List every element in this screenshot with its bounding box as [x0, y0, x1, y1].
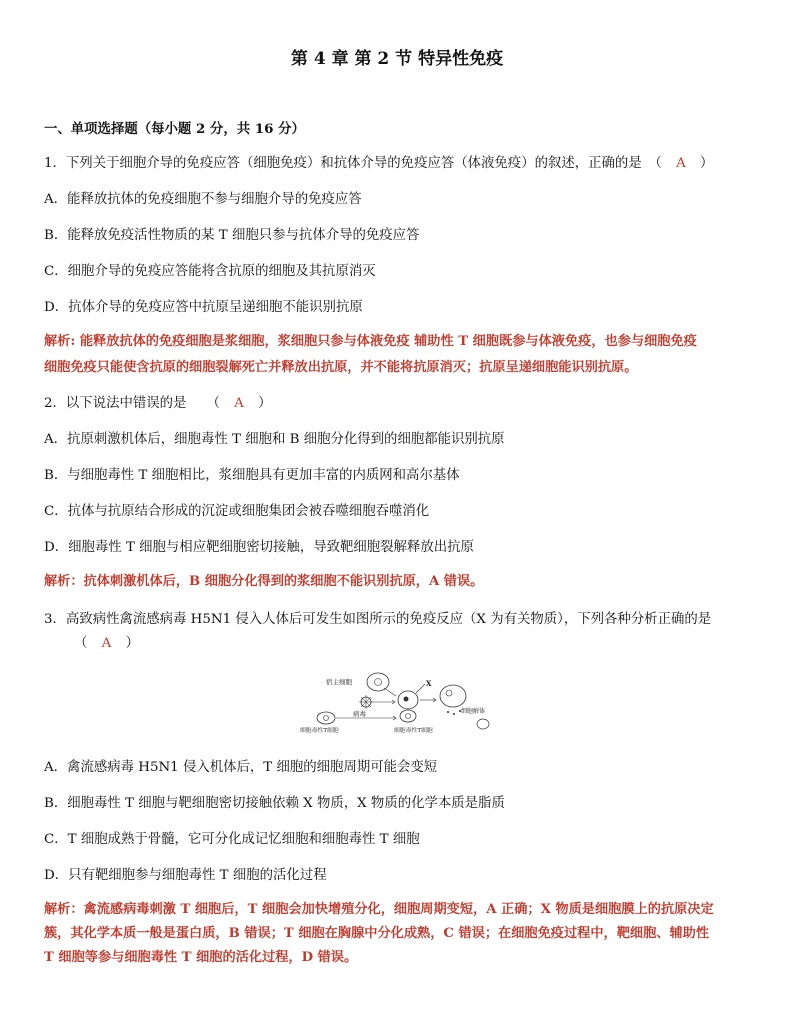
question-1-option-a: A．能释放抗体的免疫细胞不参与细胞介导的免疫应答	[44, 192, 362, 207]
question-3-explanation-line-3: T 细胞等参与细胞毒性 T 细胞的活化过程，D 错误。	[44, 950, 358, 965]
question-1-option-b: B．能释放免疫活性物质的某 T 细胞只参与抗体介导的免疫应答	[44, 228, 420, 243]
question-3-explanation-line-1: 解析：禽流感病毒刺激 T 细胞后，T 细胞会加快增殖分化，细胞周期变短，A 正确；X 物质是细胞膜上的抗原决定	[44, 902, 714, 917]
question-2-option-d: D．细胞毒性 T 细胞与相应靶细胞密切接触，导致靶细胞裂解释放出抗原	[44, 540, 474, 555]
question-3-answer: A	[101, 636, 112, 651]
question-3-option-b: B．细胞毒性 T 细胞与靶细胞密切接触依赖 X 物质，X 物质的化学本质是脂质	[44, 796, 505, 811]
x-label: X	[426, 679, 432, 688]
lysis-label: 细胞解体	[461, 708, 486, 715]
question-3-option-c: C．T 细胞成熟于骨髓，它可分化成记忆细胞和细胞毒性 T 细胞	[44, 832, 420, 847]
question-1-text: 1．下列关于细胞介导的免疫应答（细胞免疫）和抗体介导的免疫应答（体液免疫）的叙述，正确的是 （	[44, 156, 662, 171]
question-1-close: ）	[700, 156, 714, 171]
question-1-answer: A	[676, 156, 686, 171]
question-2-option-a: A．抗原刺激机体后，细胞毒性 T 细胞和 B 细胞分化得到的细胞都能识别抗原	[44, 432, 505, 447]
question-2-close: ）	[258, 396, 272, 411]
page-title: 第 4 章 第 2 节 特异性免疫	[290, 49, 504, 69]
question-2-text: 2．以下说法中错误的是 （	[44, 396, 220, 411]
host-cell-shape	[367, 673, 389, 691]
question-1-explanation-line-2: 细胞免疫只能使含抗原的细胞裂解死亡并释放出抗原，并不能将抗原消灭；抗原呈递细胞能识别抗原。	[44, 360, 638, 375]
question-3-answer-line	[74, 632, 786, 651]
question-1-stem	[44, 152, 756, 171]
question-1-explanation-line-1: 解析: 能释放抗体的免疫细胞是浆细胞，浆细胞只参与体液免疫 辅助性 T 细胞既参与体液免疫，也参与细胞免疫	[44, 334, 697, 349]
question-3-close: ）	[125, 636, 139, 651]
question-2-option-c: C．抗体与抗原结合形成的沉淀或细胞集团会被吞噬细胞吞噬消化	[44, 504, 430, 519]
host-cell-label: 宿主细胞	[326, 678, 352, 686]
question-3-explanation-line-2: 簇，其化学本质一般是蛋白质，B 错误；T 细胞在胸腺中分化成熟，C 错误；在细胞免疫过程中，靶细胞、辅助性	[44, 926, 710, 941]
t-cell-left-shape	[317, 712, 335, 724]
lysed-cell-shape	[440, 685, 466, 707]
question-1-option-c: C．细胞介导的免疫应答能将含抗原的细胞及其抗原消灭	[44, 264, 376, 279]
question-3-open: （	[74, 636, 88, 651]
question-3-stem: 3．高致病性禽流感病毒 H5N1 侵入人体后可发生如图所示的免疫反应（X 为有关物质），下列各种分析正确的是	[44, 612, 712, 627]
question-3-option-a: A．禽流感病毒 H5N1 侵入机体后，T 细胞的细胞周期可能会变短	[44, 760, 438, 775]
immune-response-diagram	[298, 666, 498, 736]
question-2-option-b: B．与细胞毒性 T 细胞相比，浆细胞具有更加丰富的内质网和高尔基体	[44, 468, 460, 483]
tc-right-label: 细胞毒性T细胞	[394, 728, 433, 734]
question-2-explanation: 解析：抗体刺激机体后，B 细胞分化得到的浆细胞不能识别抗原，A 错误。	[44, 574, 484, 589]
question-2-stem	[44, 392, 756, 411]
question-3-option-d: D．只有靶细胞参与细胞毒性 T 细胞的活化过程	[44, 868, 327, 883]
section-heading: 一、单项选择题（每小题 2 分，共 16 分）	[44, 121, 305, 137]
question-2-answer: A	[234, 396, 244, 411]
question-1-option-d: D．抗体介导的免疫应答中抗原呈递细胞不能识别抗原	[44, 300, 363, 315]
tc-left-label: 细胞毒性T细胞	[300, 728, 339, 734]
virus-label: 病毒	[353, 710, 366, 718]
